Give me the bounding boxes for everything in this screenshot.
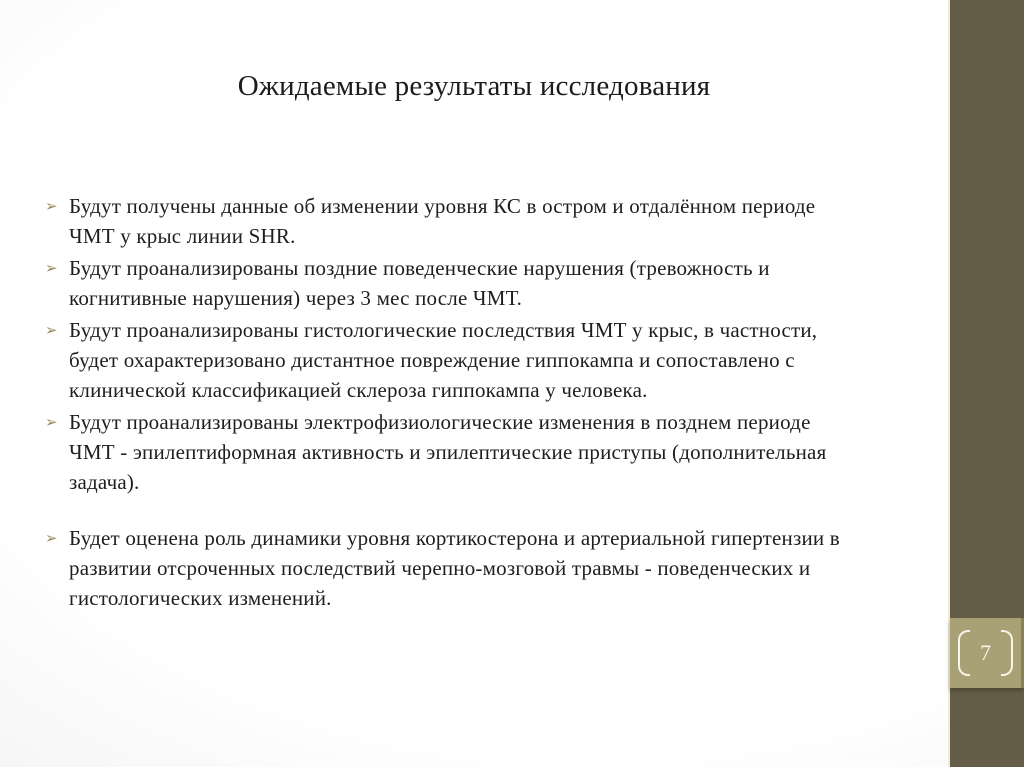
text-line: ЧМТ - эпилептиформная активность и эпилептические приступы (дополнительная [69, 440, 827, 464]
text-line: гистологических изменений. [69, 586, 332, 610]
text-line: когнитивные нарушения) через 3 мес после ЧМТ. [69, 286, 523, 310]
arrow-bullet-icon: ➢ [45, 321, 58, 339]
page-number-box [950, 618, 1024, 688]
text-line: Будут проанализированы электрофизиологические изменения в позднем периоде [69, 410, 811, 434]
bullet-text [69, 253, 925, 313]
text-line: будет охарактеризовано дистантное повреждение гиппокампа и сопоставлено с [69, 348, 795, 372]
sidebar-accent-bar [948, 0, 1024, 767]
arrow-bullet-icon: ➢ [45, 529, 58, 547]
arrow-bullet-icon: ➢ [45, 197, 58, 215]
bullet-item [45, 253, 925, 313]
bullet-list [45, 191, 925, 615]
page-number: 7 [980, 640, 991, 665]
text-line: Будут проанализированы поздние поведенческие нарушения (тревожность и [69, 256, 770, 280]
text-line: Будут получены данные об изменении уровня КС в остром и отдалённом периоде [69, 194, 816, 218]
text-line: Будет оценена роль динамики уровня кортикостерона и артериальной гипертензии в [69, 526, 840, 550]
text-line: задача). [69, 470, 140, 494]
text-line: Будут проанализированы гистологические последствия ЧМТ у крыс, в частности, [69, 318, 818, 342]
bullet-text [69, 407, 925, 497]
bullet-item [45, 315, 925, 405]
slide-title: Ожидаемые результаты исследования [237, 70, 711, 102]
bullet-item [45, 191, 925, 251]
text-line: клинической классификацией склероза гиппокампа у человека. [69, 378, 648, 402]
arrow-bullet-icon: ➢ [45, 259, 58, 277]
bullet-text [69, 523, 925, 613]
text-line: ЧМТ у крыс линии SHR. [69, 224, 296, 248]
bracket-left-icon [958, 630, 970, 676]
text-line: развитии отсроченных последствий черепно-мозговой травмы - поведенческих и [69, 556, 811, 580]
bullet-item [45, 407, 925, 497]
bracket-right-icon [1001, 630, 1013, 676]
arrow-bullet-icon: ➢ [45, 413, 58, 431]
bullet-text [69, 315, 925, 405]
bullet-text [69, 191, 925, 251]
bullet-item [45, 523, 925, 613]
